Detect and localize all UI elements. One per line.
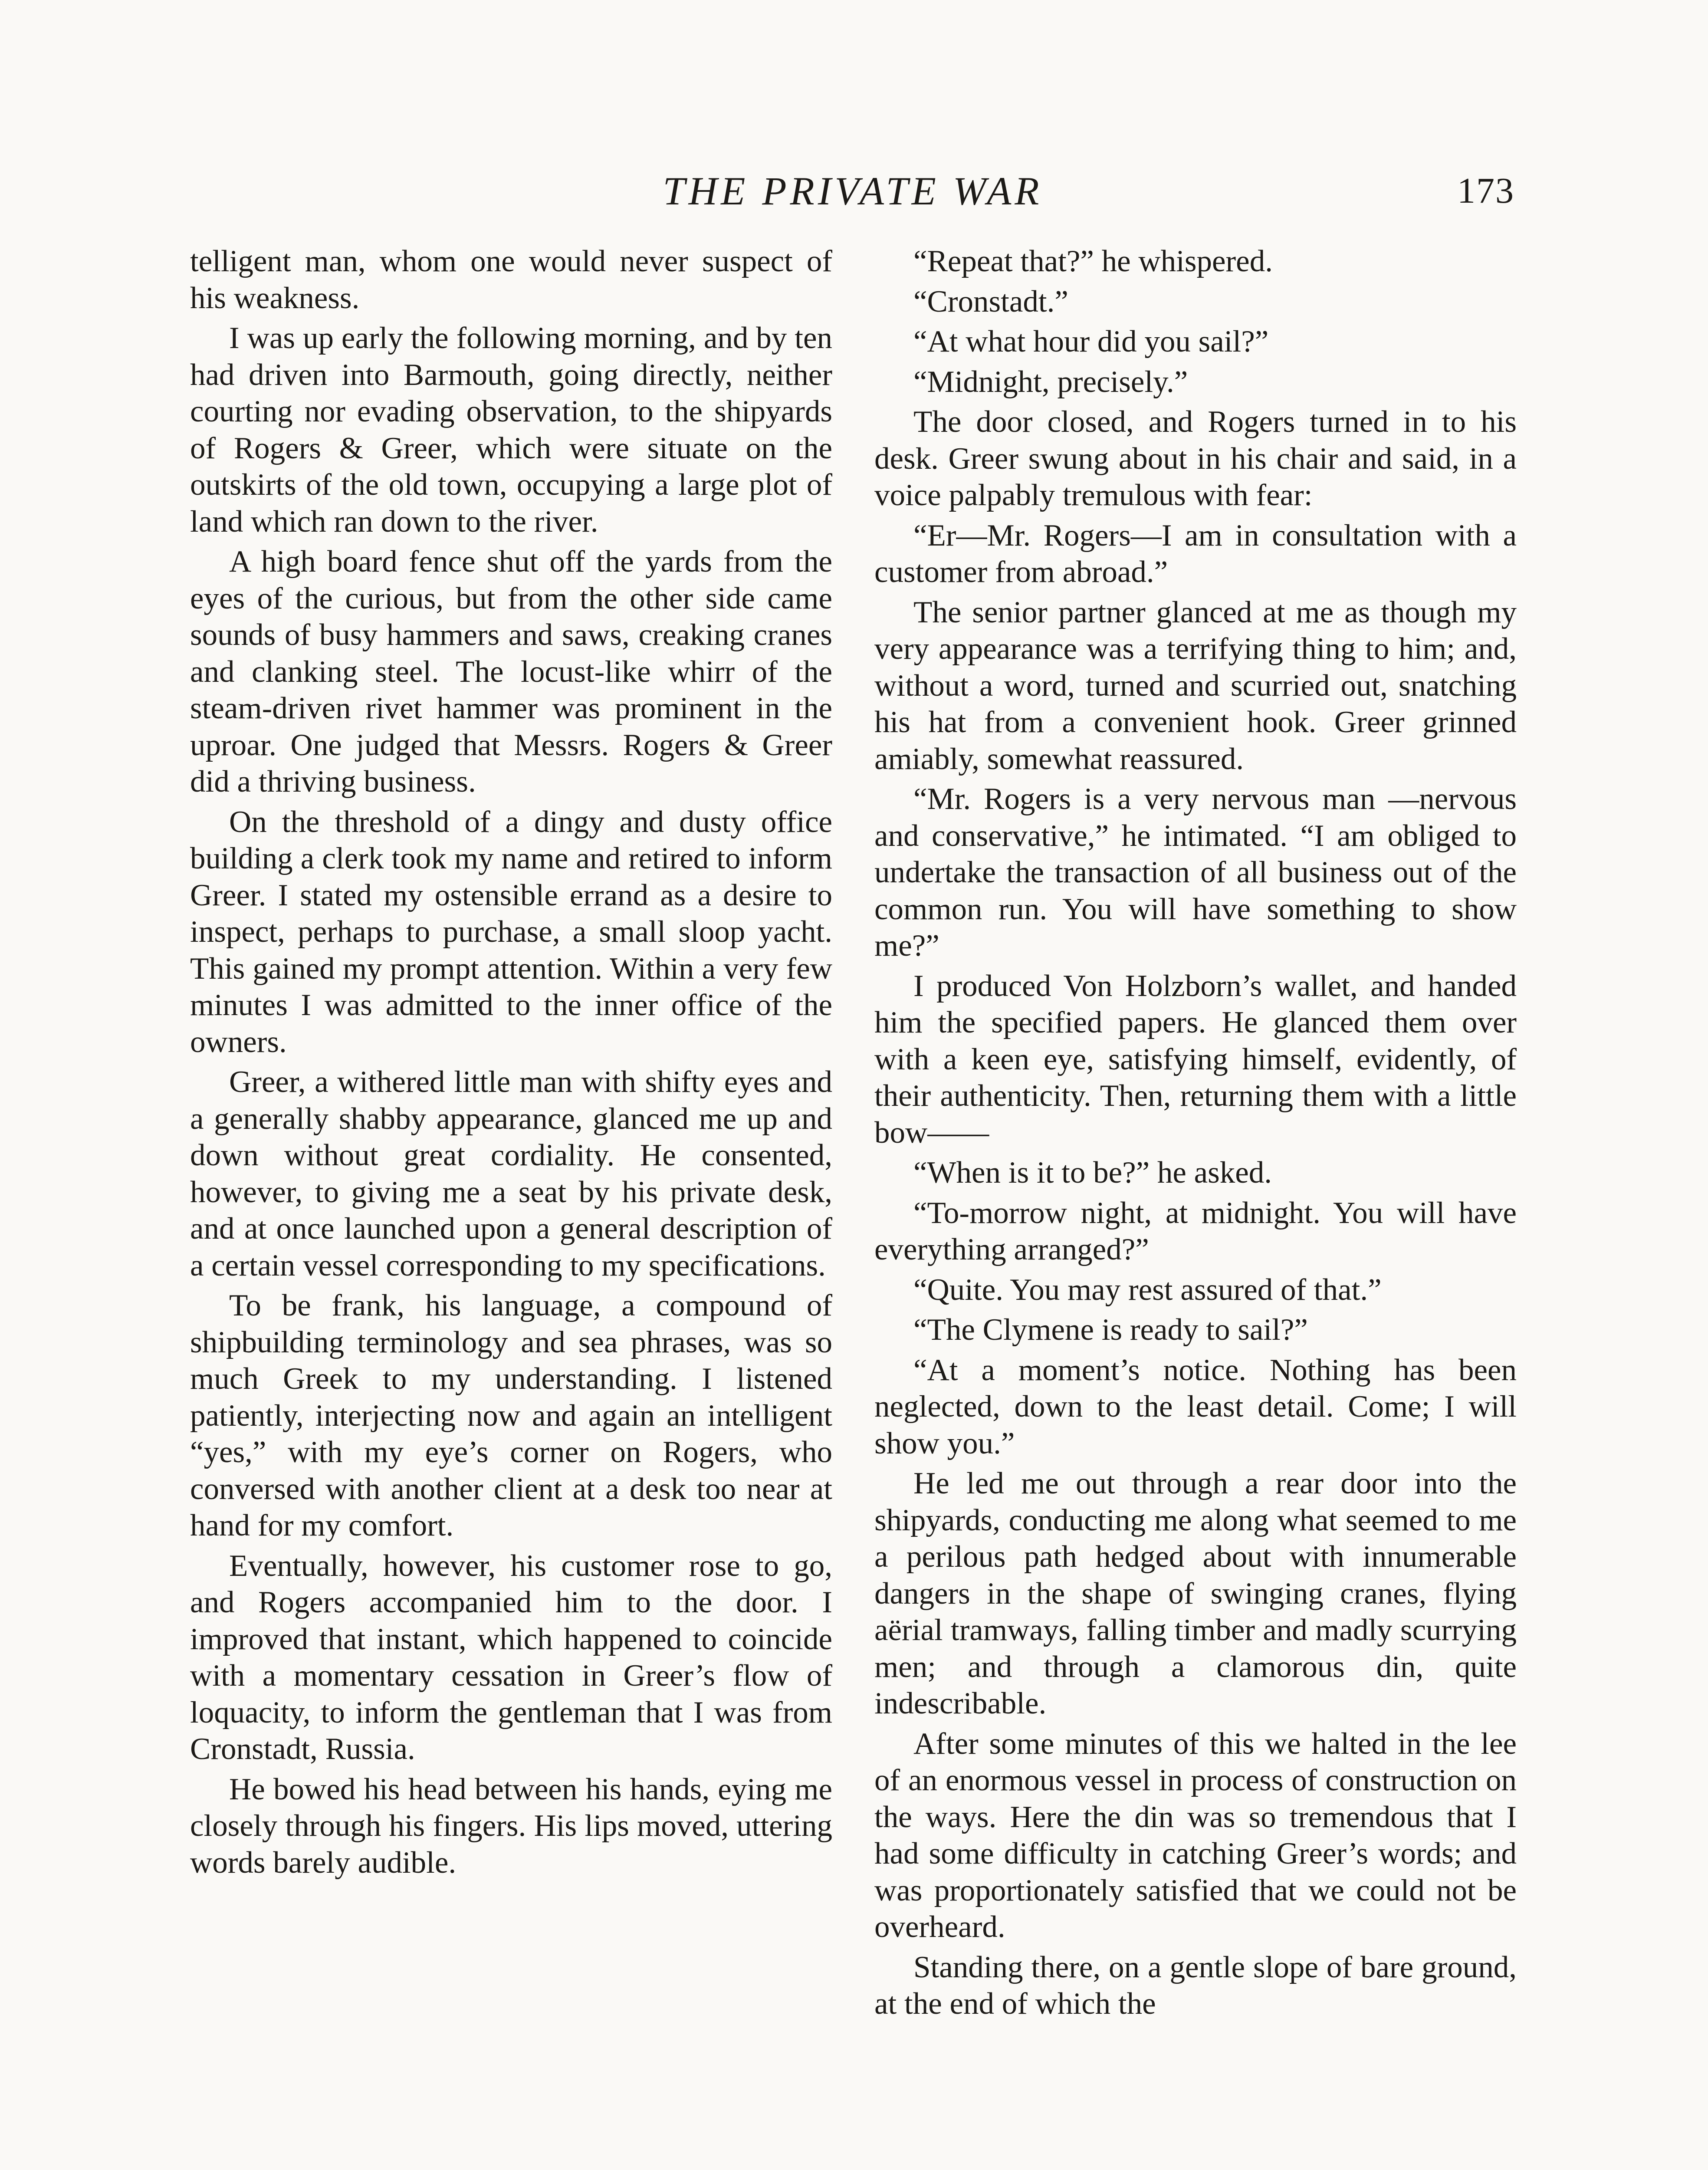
running-title: THE PRIVATE WAR bbox=[663, 169, 1043, 213]
paragraph: “Midnight, precisely.” bbox=[913, 365, 1188, 399]
paragraph: telligent man, whom one would never suspect of his weakness. bbox=[190, 244, 832, 315]
paragraph: The door closed, and Rogers turned in to his desk. Greer swung about in his chair and said, in a voice palpably tremulous with fear: bbox=[874, 405, 1517, 512]
paragraph: He bowed his head between his hands, eying me closely through his fingers. His lips moved, uttering words barely audible. bbox=[190, 1772, 832, 1880]
paragraph: Greer, a withered little man with shifty eyes and a generally shabby appearance, glanced me up and down without great cordiality. He consented, however, to giving me a seat by his private desk, and at once launched upon a general description of a certain vessel corresponding to my specifications. bbox=[190, 1065, 832, 1282]
paragraph: A high board fence shut off the yards from the eyes of the curious, but from the other side came sounds of busy hammers and saws, creaking cranes and clanking steel. The locust-like whirr of the steam-driven rivet hammer was prominent in the uproar. One judged that Messrs. Rogers & Greer did a thriving business. bbox=[190, 545, 832, 799]
paragraph: “Mr. Rogers is a very nervous man —nervous and conservative,” he intimated. “I am obliged to undertake the transaction of all business out of the common run. You will have something to show me?” bbox=[874, 782, 1517, 963]
paragraph: On the threshold of a dingy and dusty office building a clerk took my name and retired to inform Greer. I stated my ostensible errand as a desire to inspect, perhaps to purchase, a small sloop yacht. This gained my prompt attention. Within a very few minutes I was admitted to the inner office of the owners. bbox=[190, 805, 832, 1059]
paragraph: He led me out through a rear door into the shipyards, conducting me along what seemed to me a perilous path hedged about with innumerable dangers in the shape of swinging cranes, flying aërial tramways, falling timber and madly scurrying men; and through a clamorous din, quite indescribable. bbox=[874, 1466, 1517, 1720]
paragraph: To be frank, his language, a compound of shipbuilding terminology and sea phrases, was so much Greek to my understanding. I listened patiently, interjecting now and again an intelligent “yes,” with my eye’s corner on Rogers, who conversed with another client at a desk too near at hand for my comfort. bbox=[190, 1289, 832, 1542]
paragraph: “The Clymene is ready to sail?” bbox=[913, 1313, 1308, 1347]
paragraph: I produced Von Holzborn’s wallet, and handed him the specified papers. He glanced them over with a keen eye, satisfying himself, evidently, of their authenticity. Then, returning them with a little bow—— bbox=[874, 969, 1517, 1150]
paragraph: “To-morrow night, at midnight. You will have everything arranged?” bbox=[874, 1196, 1517, 1266]
paragraph: “When is it to be?” he asked. bbox=[913, 1156, 1272, 1190]
left-column bbox=[190, 243, 832, 1884]
paragraph: I was up early the following morning, and by ten had driven into Barmouth, going directly, neither courting nor evading observation, to the shipyards of Rogers & Greer, which were situate on the outskirts of the old town, occupying a large plot of land which ran down to the river. bbox=[190, 321, 832, 539]
paragraph: “Quite. You may rest assured of that.” bbox=[913, 1272, 1382, 1307]
paragraph: Standing there, on a gentle slope of bare ground, at the end of which the bbox=[874, 1950, 1517, 2021]
paragraph: Eventually, however, his customer rose to go, and Rogers accompanied him to the door. I improved that instant, which happened to coincide with a momentary cessation in Greer’s flow of loquacity, to inform the gentleman that I was from Cronstadt, Russia. bbox=[190, 1549, 832, 1766]
page-header bbox=[191, 167, 1514, 215]
paragraph: “At a moment’s notice. Nothing has been neglected, down to the least detail. Come; I will show you.” bbox=[874, 1353, 1517, 1460]
paragraph: The senior partner glanced at me as though my very appearance was a terrifying thing to him; and, without a word, turned and scurried out, snatching his hat from a convenient hook. Greer grinned amiably, somewhat reassured. bbox=[874, 595, 1517, 776]
paragraph: After some minutes of this we halted in the lee of an enormous vessel in process of construction on the ways. Here the din was so tremendous that I had some difficulty in catching Greer’s words; and was proportionately satisfied that we could not be overheard. bbox=[874, 1726, 1517, 1944]
paragraph: “At what hour did you sail?” bbox=[913, 325, 1269, 358]
right-column bbox=[874, 243, 1517, 2026]
page-number: 173 bbox=[1457, 171, 1514, 211]
paragraph: “Cronstadt.” bbox=[913, 284, 1068, 319]
paragraph: “Er—Mr. Rogers—I am in consultation with a customer from abroad.” bbox=[874, 518, 1517, 589]
paragraph: “Repeat that?” he whispered. bbox=[913, 244, 1273, 278]
